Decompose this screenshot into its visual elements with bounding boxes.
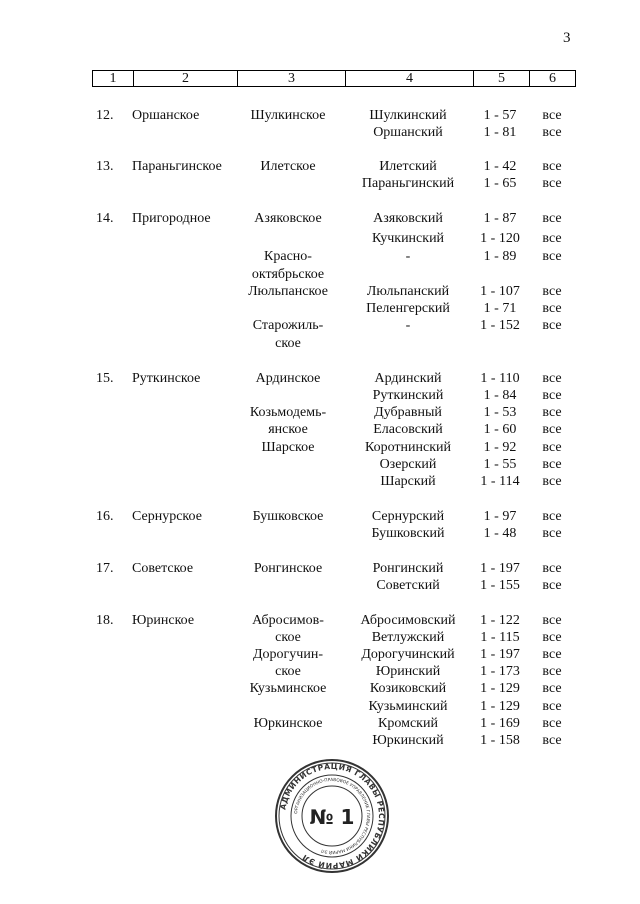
house-range: 1 - 197 — [480, 647, 520, 662]
village-name: Руткинский — [372, 388, 444, 403]
scope-value: все — [542, 699, 562, 714]
settlement-name: ское — [275, 664, 301, 679]
house-range: 1 - 84 — [483, 388, 517, 403]
municipality-name: Оршанское — [132, 108, 200, 123]
scope-value: все — [542, 440, 562, 455]
house-range: 1 - 173 — [480, 664, 520, 679]
house-range: 1 - 71 — [483, 301, 517, 316]
settlement-name: Илетское — [260, 159, 316, 174]
village-name: Ветлужский — [371, 630, 445, 645]
scope-value: все — [542, 388, 562, 403]
village-name: Оршанский — [373, 125, 443, 140]
row-number: 17. — [96, 561, 114, 576]
settlement-name: Красно- — [264, 249, 312, 264]
row-number: 16. — [96, 509, 114, 524]
settlement-name: ское — [275, 630, 301, 645]
scope-value: все — [542, 681, 562, 696]
house-range: 1 - 53 — [483, 405, 517, 420]
house-range: 1 - 81 — [483, 125, 517, 140]
row-number: 15. — [96, 371, 114, 386]
scope-value: все — [542, 613, 562, 628]
settlement-name: Юркинское — [253, 716, 323, 731]
scope-value: все — [542, 457, 562, 472]
house-range: 1 - 169 — [480, 716, 520, 731]
scope-value: все — [542, 108, 562, 123]
scope-value: все — [542, 630, 562, 645]
house-range: 1 - 107 — [480, 284, 520, 299]
house-range: 1 - 120 — [480, 231, 520, 246]
settlement-name: янское — [268, 422, 308, 437]
village-name: Ардинский — [374, 371, 442, 386]
village-name: Озерский — [379, 457, 437, 472]
house-range: 1 - 115 — [480, 630, 520, 645]
municipality-name: Советское — [132, 561, 194, 576]
stamp-inner-text: ОРГАНИЗАЦИОННО-ПРАВОВОЕ УПРАВЛЕНИЕ ГЛАВЫ РЕСПУБЛИКИ МАРИЙ ЭЛ — [294, 777, 371, 855]
village-name: Еласовский — [373, 422, 443, 437]
scope-value: все — [542, 526, 562, 541]
municipality-name: Пригородное — [132, 211, 211, 226]
village-name: Бушковский — [371, 526, 445, 541]
house-range: 1 - 97 — [483, 509, 517, 524]
settlement-name: Азяковское — [254, 211, 322, 226]
house-range: 1 - 89 — [483, 249, 517, 264]
municipality-name: Параньгинское — [132, 159, 222, 174]
village-name: Кучкинский — [371, 231, 445, 246]
municipality-name: Руткинское — [132, 371, 201, 386]
village-name: Люльпанский — [366, 284, 450, 299]
scope-value: все — [542, 284, 562, 299]
village-name: Козиковский — [369, 681, 447, 696]
page-number: 3 — [563, 30, 571, 46]
header-cell-3: 3 — [237, 71, 345, 86]
village-name: Илетский — [379, 159, 437, 174]
settlement-name: Шулкинское — [250, 108, 326, 123]
scope-value: все — [542, 561, 562, 576]
house-range: 1 - 197 — [480, 561, 520, 576]
village-name: Дубравный — [374, 405, 442, 420]
house-range: 1 - 55 — [483, 457, 517, 472]
scope-value: все — [542, 176, 562, 191]
village-name: Кромский — [378, 716, 438, 731]
header-cell-4: 4 — [345, 71, 473, 86]
settlement-name: Ронгинское — [253, 561, 323, 576]
house-range: 1 - 87 — [483, 211, 517, 226]
scope-value: все — [542, 318, 562, 333]
house-range: 1 - 158 — [480, 733, 520, 748]
scope-value: все — [542, 231, 562, 246]
table-header-row — [92, 70, 576, 87]
settlement-name: Абросимов- — [252, 613, 324, 628]
settlement-name: Ардинское — [255, 371, 321, 386]
village-name: - — [405, 249, 411, 264]
village-name: Коротнинский — [364, 440, 452, 455]
scope-value: все — [542, 159, 562, 174]
settlement-name: Бушковское — [252, 509, 324, 524]
settlement-name: ское — [275, 336, 301, 351]
scope-value: все — [542, 422, 562, 437]
village-name: Абросимовский — [360, 613, 456, 628]
village-name: Юркинский — [372, 733, 444, 748]
scope-value: все — [542, 647, 562, 662]
official-seal-stamp — [274, 758, 390, 874]
municipality-name: Сернурское — [132, 509, 202, 524]
scope-value: все — [542, 405, 562, 420]
scope-value: все — [542, 509, 562, 524]
house-range: 1 - 110 — [480, 371, 520, 386]
village-name: Шулкинский — [369, 108, 447, 123]
stamp-outer-text: АДМИНИСТРАЦИЯ ГЛАВЫ РЕСПУБЛИКИ МАРИЙ ЭЛ — [278, 761, 387, 871]
header-cell-5: 5 — [473, 71, 529, 86]
scope-value: все — [542, 474, 562, 489]
scope-value: все — [542, 301, 562, 316]
house-range: 1 - 155 — [480, 578, 520, 593]
settlement-name: Дорогучин- — [253, 647, 323, 662]
row-number: 13. — [96, 159, 114, 174]
village-name: Советский — [376, 578, 440, 593]
house-range: 1 - 152 — [480, 318, 520, 333]
settlement-name: Люльпанское — [248, 284, 328, 299]
scope-value: все — [542, 664, 562, 679]
village-name: Пеленгерский — [366, 301, 450, 316]
scope-value: все — [542, 211, 562, 226]
house-range: 1 - 92 — [483, 440, 517, 455]
scope-value: все — [542, 371, 562, 386]
settlement-name: октябрьское — [251, 267, 325, 282]
scope-value: все — [542, 125, 562, 140]
house-range: 1 - 129 — [480, 681, 520, 696]
village-name: Кузьминский — [368, 699, 448, 714]
scope-value: все — [542, 578, 562, 593]
scope-value: все — [542, 716, 562, 731]
house-range: 1 - 60 — [483, 422, 517, 437]
house-range: 1 - 65 — [483, 176, 517, 191]
settlement-name: Старожиль- — [252, 318, 324, 333]
village-name: Азяковский — [373, 211, 443, 226]
row-number: 14. — [96, 211, 114, 226]
header-cell-6: 6 — [529, 71, 575, 86]
settlement-name: Кузьминское — [249, 681, 327, 696]
house-range: 1 - 129 — [480, 699, 520, 714]
house-range: 1 - 57 — [483, 108, 517, 123]
settlement-name: Козьмодемь- — [249, 405, 327, 420]
settlement-name: Шарское — [261, 440, 315, 455]
village-name: Дорогучинский — [361, 647, 455, 662]
header-cell-1: 1 — [109, 71, 117, 86]
municipality-name: Юринское — [132, 613, 195, 628]
house-range: 1 - 42 — [483, 159, 517, 174]
scope-value: все — [542, 733, 562, 748]
village-name: Шарский — [380, 474, 436, 489]
village-name: Параньгинский — [361, 176, 455, 191]
village-name: Сернурский — [371, 509, 445, 524]
row-number: 12. — [96, 108, 114, 123]
house-range: 1 - 48 — [483, 526, 517, 541]
scope-value: все — [542, 249, 562, 264]
house-range: 1 - 122 — [480, 613, 520, 628]
village-name: Юринский — [375, 664, 441, 679]
stamp-number: № 1 — [309, 805, 355, 829]
row-number: 18. — [96, 613, 114, 628]
house-range: 1 - 114 — [480, 474, 520, 489]
village-name: - — [405, 318, 411, 333]
header-cell-2: 2 — [133, 71, 237, 86]
village-name: Ронгинский — [372, 561, 444, 576]
